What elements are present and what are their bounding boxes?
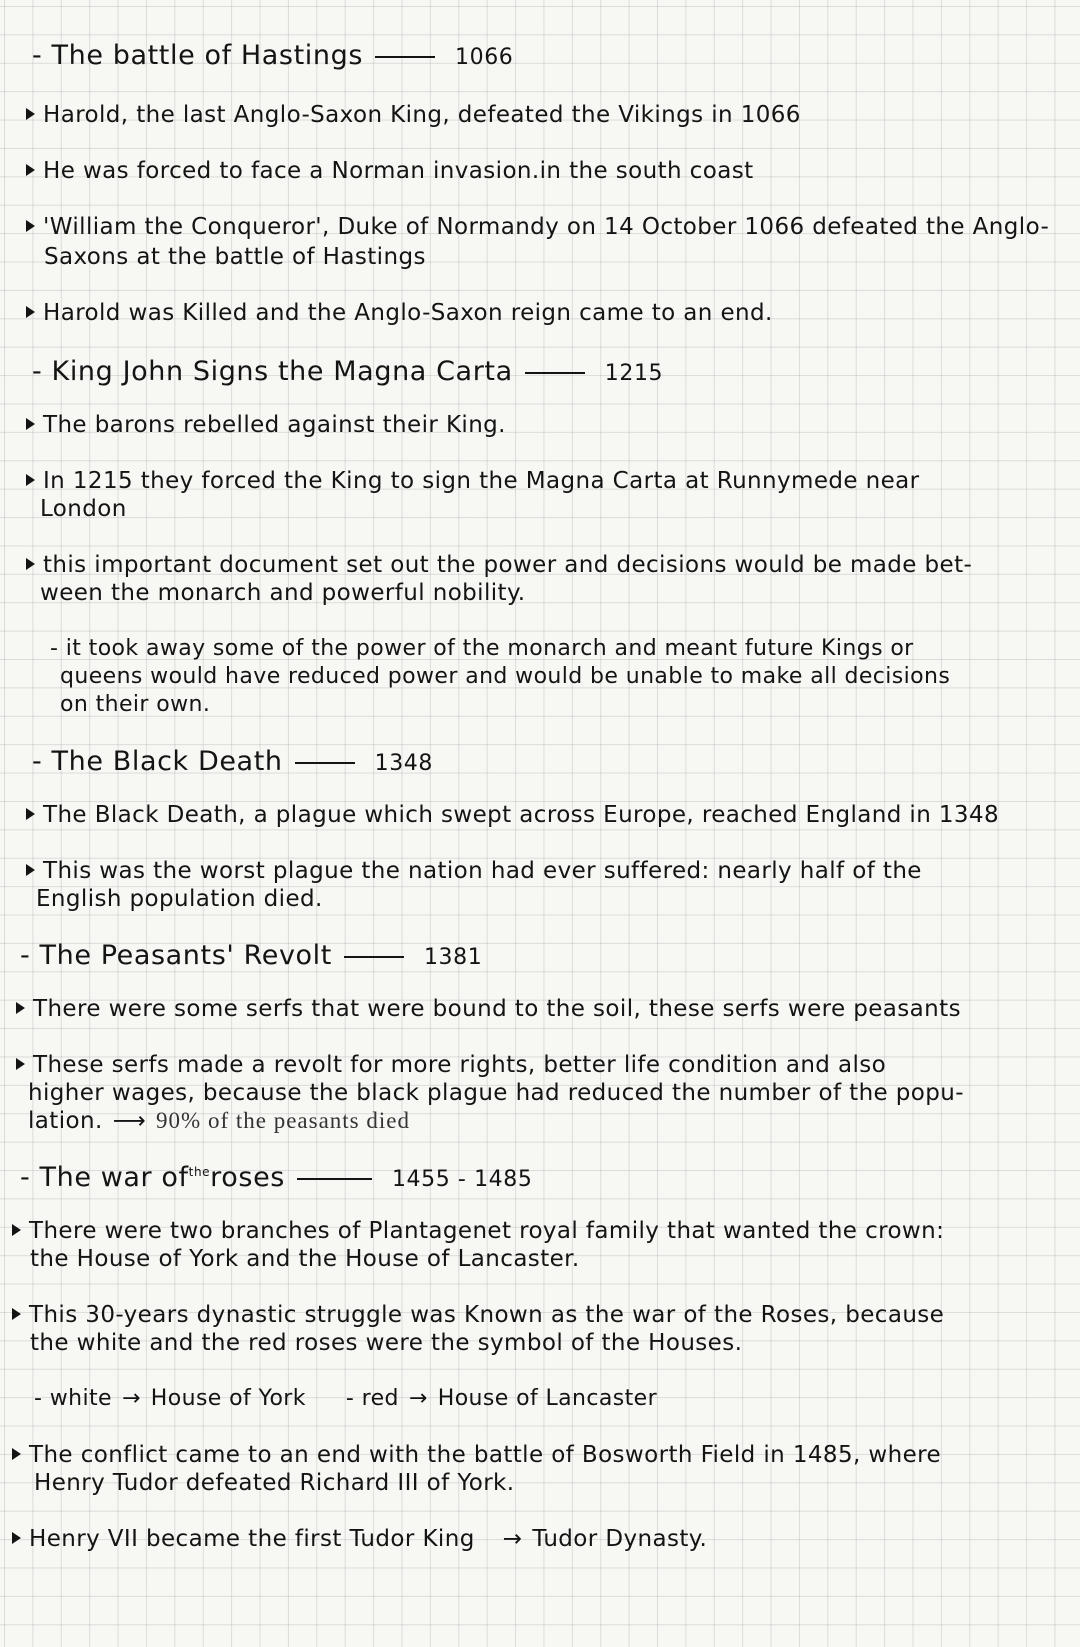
list-item-text: There were some serfs that were bound to the soil, these serfs were peasants: [33, 996, 961, 1022]
heading-text: - The war of: [20, 1162, 189, 1193]
heading-hastings: [32, 40, 513, 71]
list-item: [12, 1218, 944, 1244]
bullet-icon: [26, 474, 35, 486]
list-item-continued: [28, 1108, 410, 1134]
timeline-rule: [344, 956, 404, 958]
bullet-icon: [26, 306, 35, 318]
list-item-continued: Henry Tudor defeated Richard III of York.: [34, 1470, 515, 1496]
annotation-note: 90% of the peasants died: [156, 1108, 410, 1133]
timeline-rule: [295, 762, 355, 764]
heading-text: - The Peasants' Revolt: [20, 940, 332, 971]
heading-text-end: roses: [210, 1162, 285, 1193]
heading-superscript: the: [188, 1165, 211, 1179]
list-item-text: These serfs made a revolt for more rights, better life condition and also: [33, 1052, 887, 1078]
bullet-icon: [26, 220, 35, 232]
list-item: [12, 1526, 707, 1552]
list-item: [26, 468, 920, 494]
bullet-icon: [16, 1058, 25, 1070]
red-label: - red: [345, 1386, 399, 1411]
list-item-text: The conflict came to an end with the battle of Bosworth Field in 1485, where: [29, 1442, 942, 1468]
white-label: - white: [34, 1386, 112, 1411]
timeline-rule: [297, 1178, 372, 1180]
timeline-rule: [375, 56, 435, 58]
bullet-icon: [12, 1224, 21, 1236]
list-item-continued: the House of York and the House of Lancaster.: [30, 1246, 580, 1272]
bullet-icon: [12, 1532, 21, 1544]
list-item-text: He was forced to face a Norman invasion.in the south coast: [43, 158, 754, 184]
bullet-icon: [26, 418, 35, 430]
list-item-text: The Black Death, a plague which swept across Europe, reached England in 1348: [43, 802, 1000, 828]
list-item: [12, 1442, 941, 1468]
arrow-right-icon: →: [502, 1526, 523, 1552]
bullet-icon: [16, 1002, 25, 1014]
bullet-icon: [26, 864, 35, 876]
heading-date: 1066: [455, 45, 514, 70]
list-item: [26, 300, 773, 326]
house-york: House of York: [150, 1386, 306, 1411]
list-item-continued: higher wages, because the black plague had reduced the number of the popu-: [28, 1080, 964, 1106]
list-item: [26, 158, 754, 184]
bullet-icon: [12, 1448, 21, 1460]
list-item: [26, 214, 1049, 240]
arrow-right-icon: →: [121, 1386, 141, 1411]
heading-black-death: [32, 746, 433, 777]
list-item-text: 'William the Conqueror', Duke of Normandy on 14 October 1066 defeated the Anglo-: [43, 214, 1050, 240]
list-item: [12, 1302, 944, 1328]
sub-item-continued: queens would have reduced power and would be unable to make all decisions: [60, 664, 951, 689]
heading-war-of-roses: [20, 1162, 532, 1193]
heading-magna-carta: [32, 356, 663, 387]
list-item-text: This 30-years dynastic struggle was Known as the war of the Roses, because: [29, 1302, 945, 1328]
heading-date: 1381: [423, 945, 483, 970]
heading-date: 1455 - 1485: [391, 1167, 533, 1192]
heading-text: - King John Signs the Magna Carta: [32, 356, 513, 387]
heading-peasants-revolt: [20, 940, 482, 971]
list-item: [26, 102, 801, 128]
heading-date: 1215: [604, 361, 664, 386]
list-item: [16, 996, 961, 1022]
list-item: [26, 412, 506, 438]
list-item-text: There were two branches of Plantagenet royal family that wanted the crown:: [29, 1218, 945, 1244]
sub-item: - it took away some of the power of the monarch and meant future Kings or: [50, 636, 914, 661]
list-item-continued: English population died.: [36, 886, 323, 912]
list-item: [26, 552, 972, 578]
list-item: [16, 1052, 886, 1078]
house-lancaster: House of Lancaster: [437, 1386, 658, 1411]
arrow-right-icon: ⟶: [112, 1108, 147, 1134]
list-item-text: This was the worst plague the nation had ever suffered: nearly half of the: [43, 858, 922, 884]
list-item-continued: ween the monarch and powerful nobility.: [40, 580, 526, 606]
heading-text: - The battle of Hastings: [32, 40, 364, 71]
sub-item-continued: on their own.: [60, 692, 211, 717]
list-item-text: Henry VII became the first Tudor King: [29, 1526, 475, 1552]
bullet-icon: [26, 108, 35, 120]
list-item-continued: London: [40, 496, 127, 522]
rose-legend: [34, 1386, 657, 1411]
list-item-continued: the white and the red roses were the symbol of the Houses.: [30, 1330, 743, 1356]
heading-text: - The Black Death: [32, 746, 283, 777]
list-item-continued: Saxons at the battle of Hastings: [44, 244, 426, 270]
list-item-text: Harold was Killed and the Anglo-Saxon reign came to an end.: [43, 300, 773, 326]
bullet-icon: [26, 808, 35, 820]
list-item-text: The barons rebelled against their King.: [43, 412, 506, 438]
list-item-text: lation.: [28, 1108, 103, 1134]
list-item: [26, 858, 922, 884]
tudor-dynasty-note: Tudor Dynasty.: [532, 1526, 708, 1552]
list-item-text: this important document set out the power and decisions would be made bet-: [43, 552, 973, 578]
list-item-text: In 1215 they forced the King to sign the Magna Carta at Runnymede near: [43, 468, 920, 494]
bullet-icon: [26, 164, 35, 176]
list-item: [26, 802, 999, 828]
arrow-right-icon: →: [408, 1386, 428, 1411]
list-item-text: Harold, the last Anglo-Saxon King, defeated the Vikings in 1066: [43, 102, 801, 128]
bullet-icon: [12, 1308, 21, 1320]
bullet-icon: [26, 558, 35, 570]
timeline-rule: [525, 372, 585, 374]
heading-date: 1348: [374, 751, 433, 776]
